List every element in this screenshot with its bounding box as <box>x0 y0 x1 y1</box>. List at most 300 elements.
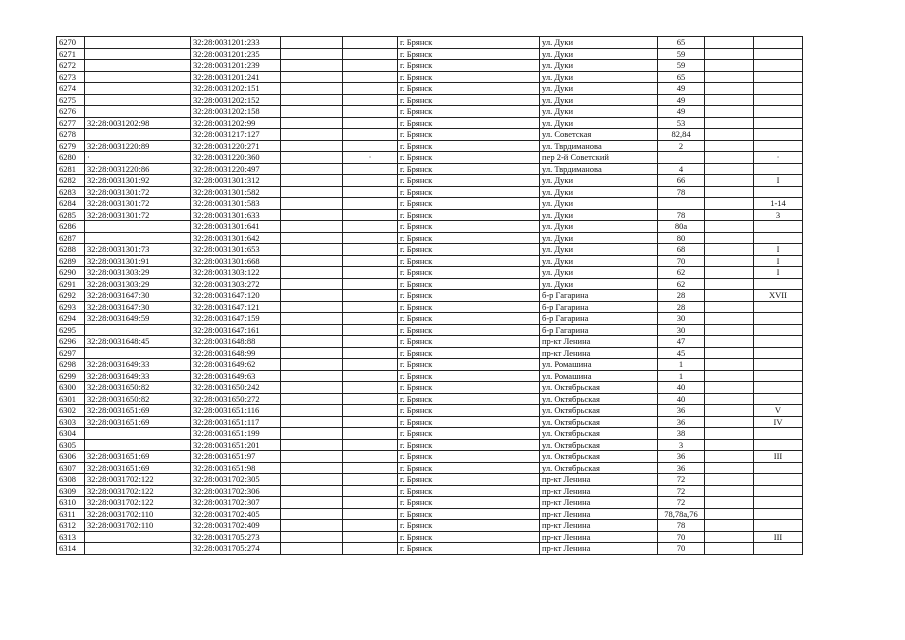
empty-cell <box>281 290 343 302</box>
parcel-number-cell <box>85 439 191 451</box>
house-number-cell <box>658 198 705 210</box>
house-number-cell: 49 <box>658 94 705 106</box>
row-number-cell: 6272 <box>57 60 85 72</box>
empty-cell <box>281 405 343 417</box>
room-number-cell <box>754 232 803 244</box>
blank-cell <box>343 508 398 520</box>
empty-cell <box>281 347 343 359</box>
house-number-cell: 47 <box>658 336 705 348</box>
row-number-cell: 6275 <box>57 94 85 106</box>
house-number-cell: 36 <box>658 462 705 474</box>
table-row <box>57 232 803 244</box>
house-number-cell: 36 <box>658 451 705 463</box>
table-row <box>57 198 803 210</box>
room-number-cell <box>754 439 803 451</box>
parcel-number-cell: · <box>85 152 191 164</box>
room-number-cell <box>754 71 803 83</box>
empty-cell <box>705 244 754 256</box>
empty-cell <box>281 439 343 451</box>
street-cell: пер 2-й Советский <box>540 152 658 164</box>
room-number-cell <box>754 186 803 198</box>
city-cell: г. Брянск <box>398 336 540 348</box>
street-cell: б-р Гагарина <box>540 324 658 336</box>
table-row <box>57 117 803 129</box>
parcel-number-cell: 32:28:0031220:89 <box>85 140 191 152</box>
street-cell: пр-кт Ленина <box>540 474 658 486</box>
parcel-number-cell <box>85 37 191 49</box>
cadastral-number-cell: 32:28:0031648:88 <box>191 336 281 348</box>
row-number-cell: 6310 <box>57 497 85 509</box>
city-cell: г. Брянск <box>398 278 540 290</box>
empty-cell <box>705 209 754 221</box>
empty-cell <box>705 198 754 210</box>
house-number-cell: 59 <box>658 60 705 72</box>
parcel-number-cell: 32:28:0031220:86 <box>85 163 191 175</box>
blank-cell <box>343 451 398 463</box>
table-row <box>57 129 803 141</box>
street-cell: ул. Октябрьская <box>540 416 658 428</box>
room-number-cell <box>754 48 803 60</box>
blank-cell <box>343 462 398 474</box>
street-cell: ул. Октябрьская <box>540 462 658 474</box>
house-number-cell: 4 <box>658 163 705 175</box>
street-cell: пр-кт Ленина <box>540 336 658 348</box>
table-row <box>57 370 803 382</box>
room-number-cell: III <box>754 531 803 543</box>
table-row <box>57 60 803 72</box>
empty-cell <box>705 451 754 463</box>
table-row <box>57 37 803 49</box>
street-cell: б-р Гагарина <box>540 301 658 313</box>
city-cell: г. Брянск <box>398 60 540 72</box>
empty-cell <box>705 520 754 532</box>
blank-cell <box>343 428 398 440</box>
cadastral-number-cell: 32:28:0031651:201 <box>191 439 281 451</box>
cadastral-number-cell: 32:28:0031202:99 <box>191 117 281 129</box>
parcel-number-cell: 32:28:0031648:45 <box>85 336 191 348</box>
table-row <box>57 83 803 95</box>
empty-cell <box>281 497 343 509</box>
house-number-cell: 59 <box>658 48 705 60</box>
parcel-number-cell <box>85 347 191 359</box>
city-cell: г. Брянск <box>398 405 540 417</box>
empty-cell <box>705 393 754 405</box>
city-cell: г. Брянск <box>398 37 540 49</box>
table-row <box>57 221 803 233</box>
blank-cell <box>343 221 398 233</box>
street-cell: ул. Дуки <box>540 278 658 290</box>
cadastral-number-cell: 32:28:0031702:405 <box>191 508 281 520</box>
table-row <box>57 290 803 302</box>
city-cell: г. Брянск <box>398 140 540 152</box>
parcel-number-cell: 32:28:0031301:72 <box>85 198 191 210</box>
blank-cell <box>343 393 398 405</box>
room-number-cell: I <box>754 255 803 267</box>
house-number-cell: 70 <box>658 531 705 543</box>
house-number-cell: 78 <box>658 520 705 532</box>
cadastral-number-cell: 32:28:0031647:161 <box>191 324 281 336</box>
blank-cell <box>343 336 398 348</box>
empty-cell <box>281 48 343 60</box>
blank-cell <box>343 313 398 325</box>
room-number-cell <box>754 106 803 118</box>
empty-cell <box>281 508 343 520</box>
row-number-cell: 6300 <box>57 382 85 394</box>
empty-cell <box>281 106 343 118</box>
room-number-cell <box>754 94 803 106</box>
row-number-cell: 6297 <box>57 347 85 359</box>
cadastral-number-cell: 32:28:0031217:127 <box>191 129 281 141</box>
cadastral-number-cell: 32:28:0031301:582 <box>191 186 281 198</box>
room-number-cell <box>754 474 803 486</box>
house-number-cell: 40 <box>658 393 705 405</box>
cadastral-number-cell: 32:28:0031202:152 <box>191 94 281 106</box>
street-cell: ул. Дуки <box>540 37 658 49</box>
room-number-cell: 1-14 <box>754 198 803 210</box>
empty-cell <box>705 117 754 129</box>
empty-cell <box>705 48 754 60</box>
blank-cell <box>343 244 398 256</box>
city-cell: г. Брянск <box>398 359 540 371</box>
cadastral-number-cell: 32:28:0031201:239 <box>191 60 281 72</box>
empty-cell <box>705 347 754 359</box>
row-number-cell: 6292 <box>57 290 85 302</box>
blank-cell <box>343 60 398 72</box>
empty-cell <box>281 186 343 198</box>
room-number-cell <box>754 37 803 49</box>
empty-cell <box>281 520 343 532</box>
house-number-cell: 65 <box>658 37 705 49</box>
city-cell: г. Брянск <box>398 462 540 474</box>
street-cell: ул. Октябрьская <box>540 393 658 405</box>
blank-cell <box>343 117 398 129</box>
table-row <box>57 497 803 509</box>
table-row <box>57 336 803 348</box>
row-number-cell: 6283 <box>57 186 85 198</box>
room-number-cell <box>754 140 803 152</box>
empty-cell <box>281 313 343 325</box>
row-number-cell: 6295 <box>57 324 85 336</box>
room-number-cell: 3 <box>754 209 803 221</box>
city-cell: г. Брянск <box>398 439 540 451</box>
table-row <box>57 255 803 267</box>
house-number-cell: 68 <box>658 244 705 256</box>
room-number-cell <box>754 485 803 497</box>
house-number-cell: 78 <box>658 209 705 221</box>
row-number-cell: 6309 <box>57 485 85 497</box>
empty-cell <box>281 152 343 164</box>
empty-cell <box>705 474 754 486</box>
cadastral-number-cell: 32:28:0031702:306 <box>191 485 281 497</box>
room-number-cell: I <box>754 244 803 256</box>
parcel-number-cell: 32:28:0031702:110 <box>85 520 191 532</box>
cadastral-number-cell: 32:28:0031705:274 <box>191 543 281 555</box>
row-number-cell: 6289 <box>57 255 85 267</box>
parcel-number-cell: 32:28:0031650:82 <box>85 382 191 394</box>
city-cell: г. Брянск <box>398 94 540 106</box>
blank-cell <box>343 37 398 49</box>
cadastral-number-cell: 32:28:0031301:653 <box>191 244 281 256</box>
house-number-cell: 49 <box>658 83 705 95</box>
parcel-number-cell: 32:28:0031649:59 <box>85 313 191 325</box>
city-cell: г. Брянск <box>398 451 540 463</box>
city-cell: г. Брянск <box>398 508 540 520</box>
blank-cell <box>343 198 398 210</box>
cadastral-number-cell: 32:28:0031651:98 <box>191 462 281 474</box>
blank-cell <box>343 485 398 497</box>
empty-cell <box>281 198 343 210</box>
blank-cell <box>343 267 398 279</box>
cadastral-number-cell: 32:28:0031301:642 <box>191 232 281 244</box>
empty-cell <box>281 485 343 497</box>
room-number-cell <box>754 393 803 405</box>
city-cell: г. Брянск <box>398 83 540 95</box>
cadastral-number-cell: 32:28:0031201:233 <box>191 37 281 49</box>
blank-cell <box>343 255 398 267</box>
cadastral-number-cell: 32:28:0031650:242 <box>191 382 281 394</box>
table-row <box>57 278 803 290</box>
street-cell: пр-кт Ленина <box>540 497 658 509</box>
street-cell: пр-кт Ленина <box>540 508 658 520</box>
street-cell: ул. Дуки <box>540 244 658 256</box>
parcel-number-cell <box>85 71 191 83</box>
cadastral-number-cell: 32:28:0031303:122 <box>191 267 281 279</box>
parcel-number-cell <box>85 106 191 118</box>
room-number-cell <box>754 543 803 555</box>
house-number-cell: 66 <box>658 175 705 187</box>
empty-cell <box>281 416 343 428</box>
cadastral-number-cell: 32:28:0031202:151 <box>191 83 281 95</box>
room-number-cell <box>754 221 803 233</box>
parcel-number-cell: 32:28:0031702:110 <box>85 508 191 520</box>
table-row <box>57 393 803 405</box>
house-number-cell: 62 <box>658 267 705 279</box>
empty-cell <box>705 129 754 141</box>
cadastral-number-cell: 32:28:0031301:668 <box>191 255 281 267</box>
city-cell: г. Брянск <box>398 485 540 497</box>
street-cell: пр-кт Ленина <box>540 347 658 359</box>
city-cell: г. Брянск <box>398 313 540 325</box>
row-number-cell: 6276 <box>57 106 85 118</box>
parcel-number-cell: 32:28:0031301:92 <box>85 175 191 187</box>
blank-cell <box>343 186 398 198</box>
room-number-cell: · <box>754 152 803 164</box>
empty-cell <box>705 175 754 187</box>
street-cell: ул. Ромашина <box>540 370 658 382</box>
table-row <box>57 313 803 325</box>
city-cell: г. Брянск <box>398 71 540 83</box>
house-number-cell: 82,84 <box>658 129 705 141</box>
room-number-cell <box>754 428 803 440</box>
table-row <box>57 163 803 175</box>
empty-cell <box>705 94 754 106</box>
street-cell: ул. Октябрьская <box>540 439 658 451</box>
empty-cell <box>705 163 754 175</box>
room-number-cell <box>754 520 803 532</box>
table-row <box>57 209 803 221</box>
city-cell: г. Брянск <box>398 106 540 118</box>
parcel-number-cell <box>85 48 191 60</box>
empty-cell <box>281 278 343 290</box>
empty-cell <box>705 221 754 233</box>
blank-cell <box>343 347 398 359</box>
blank-cell <box>343 175 398 187</box>
room-number-cell <box>754 301 803 313</box>
row-number-cell: 6313 <box>57 531 85 543</box>
parcel-number-cell: 32:28:0031702:122 <box>85 497 191 509</box>
table-row <box>57 405 803 417</box>
street-cell: ул. Ромашина <box>540 359 658 371</box>
room-number-cell: III <box>754 451 803 463</box>
parcel-number-cell: 32:28:0031651:69 <box>85 451 191 463</box>
parcel-number-cell: 32:28:0031702:122 <box>85 485 191 497</box>
room-number-cell: IV <box>754 416 803 428</box>
house-number-cell: 80а <box>658 221 705 233</box>
table-row <box>57 439 803 451</box>
empty-cell <box>705 405 754 417</box>
row-number-cell: 6288 <box>57 244 85 256</box>
city-cell: г. Брянск <box>398 221 540 233</box>
table-row <box>57 244 803 256</box>
empty-cell <box>705 267 754 279</box>
parcel-number-cell <box>85 94 191 106</box>
empty-cell <box>281 267 343 279</box>
city-cell: г. Брянск <box>398 531 540 543</box>
empty-cell <box>281 393 343 405</box>
house-number-cell: 49 <box>658 106 705 118</box>
house-number-cell <box>658 152 705 164</box>
row-number-cell: 6304 <box>57 428 85 440</box>
empty-cell <box>705 497 754 509</box>
row-number-cell: 6271 <box>57 48 85 60</box>
street-cell: ул. Октябрьская <box>540 405 658 417</box>
table-row <box>57 186 803 198</box>
row-number-cell: 6307 <box>57 462 85 474</box>
city-cell: г. Брянск <box>398 370 540 382</box>
blank-cell <box>343 324 398 336</box>
street-cell: ул. Дуки <box>540 255 658 267</box>
empty-cell <box>281 60 343 72</box>
house-number-cell: 40 <box>658 382 705 394</box>
row-number-cell: 6290 <box>57 267 85 279</box>
empty-cell <box>281 37 343 49</box>
table-row <box>57 462 803 474</box>
house-number-cell: 80 <box>658 232 705 244</box>
room-number-cell <box>754 163 803 175</box>
table-row <box>57 485 803 497</box>
empty-cell <box>281 209 343 221</box>
cadastral-number-cell: 32:28:0031647:120 <box>191 290 281 302</box>
blank-cell <box>343 209 398 221</box>
table-row <box>57 301 803 313</box>
cadastral-number-cell: 32:28:0031301:312 <box>191 175 281 187</box>
parcel-number-cell <box>85 60 191 72</box>
empty-cell <box>705 278 754 290</box>
parcel-number-cell <box>85 83 191 95</box>
row-number-cell: 6273 <box>57 71 85 83</box>
parcel-number-cell: 32:28:0031303:29 <box>85 278 191 290</box>
empty-cell <box>281 301 343 313</box>
row-number-cell: 6301 <box>57 393 85 405</box>
parcel-number-cell: 32:28:0031303:29 <box>85 267 191 279</box>
empty-cell <box>705 439 754 451</box>
city-cell: г. Брянск <box>398 198 540 210</box>
city-cell: г. Брянск <box>398 48 540 60</box>
blank-cell <box>343 83 398 95</box>
room-number-cell: I <box>754 267 803 279</box>
room-number-cell <box>754 336 803 348</box>
street-cell: ул. Дуки <box>540 48 658 60</box>
street-cell: ул. Дуки <box>540 94 658 106</box>
room-number-cell <box>754 462 803 474</box>
city-cell: г. Брянск <box>398 267 540 279</box>
house-number-cell: 38 <box>658 428 705 440</box>
street-cell: ул. Дуки <box>540 232 658 244</box>
cadastral-number-cell: 32:28:0031651:199 <box>191 428 281 440</box>
parcel-number-cell: 32:28:0031647:30 <box>85 290 191 302</box>
row-number-cell: 6280 <box>57 152 85 164</box>
house-number-cell: 72 <box>658 497 705 509</box>
cadastral-number-cell: 32:28:0031705:273 <box>191 531 281 543</box>
empty-cell <box>281 531 343 543</box>
parcel-number-cell <box>85 428 191 440</box>
room-number-cell: V <box>754 405 803 417</box>
city-cell: г. Брянск <box>398 347 540 359</box>
street-cell: пр-кт Ленина <box>540 543 658 555</box>
blank-cell <box>343 531 398 543</box>
cadastral-number-cell: 32:28:0031648:99 <box>191 347 281 359</box>
row-number-cell: 6278 <box>57 129 85 141</box>
room-number-cell <box>754 117 803 129</box>
empty-cell <box>281 462 343 474</box>
house-number-cell: 70 <box>658 255 705 267</box>
house-number-cell: 70 <box>658 543 705 555</box>
row-number-cell: 6306 <box>57 451 85 463</box>
cadastral-number-cell: 32:28:0031647:159 <box>191 313 281 325</box>
row-number-cell: 6294 <box>57 313 85 325</box>
street-cell: пр-кт Ленина <box>540 485 658 497</box>
street-cell: ул. Дуки <box>540 83 658 95</box>
cadastral-number-cell: 32:28:0031301:633 <box>191 209 281 221</box>
empty-cell <box>281 140 343 152</box>
cadastral-number-cell: 32:28:0031220:497 <box>191 163 281 175</box>
room-number-cell <box>754 60 803 72</box>
street-cell: пр-кт Ленина <box>540 520 658 532</box>
row-number-cell: 6312 <box>57 520 85 532</box>
registry-table <box>56 36 803 555</box>
street-cell: пр-кт Ленина <box>540 531 658 543</box>
empty-cell <box>705 255 754 267</box>
row-number-cell: 6282 <box>57 175 85 187</box>
table-row <box>57 451 803 463</box>
cadastral-number-cell: 32:28:0031201:241 <box>191 71 281 83</box>
table-row <box>57 94 803 106</box>
parcel-number-cell: 32:28:0031651:69 <box>85 462 191 474</box>
empty-cell <box>705 416 754 428</box>
street-cell: ул. Октябрьская <box>540 382 658 394</box>
blank-cell <box>343 301 398 313</box>
empty-cell <box>705 60 754 72</box>
room-number-cell <box>754 370 803 382</box>
table-row <box>57 324 803 336</box>
house-number-cell: 1 <box>658 359 705 371</box>
empty-cell <box>281 129 343 141</box>
table-row <box>57 508 803 520</box>
table-row <box>57 531 803 543</box>
street-cell: ул. Дуки <box>540 60 658 72</box>
cadastral-number-cell: 32:28:0031649:62 <box>191 359 281 371</box>
row-number-cell: 6305 <box>57 439 85 451</box>
